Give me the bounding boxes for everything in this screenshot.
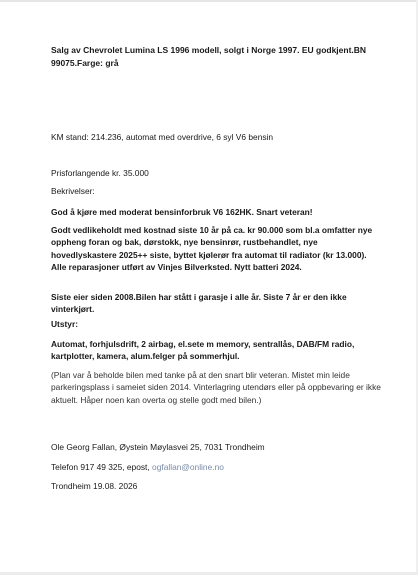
email-link[interactable]: ogfallan@online.no bbox=[152, 462, 224, 472]
contact-phone-line bbox=[51, 461, 381, 473]
equipment-label: Utstyr: bbox=[51, 319, 78, 329]
note-paragraph: (Plan var å beholde bilen med tanke på at den snart blir veteran. Mistet min leide parkeringsplass i sameiet siden 2014. Vinterlagring utendørs eller på oppbevaring er ikke aktuelt. Håper noen kan overta og stelle godt med bilen.) bbox=[51, 370, 381, 405]
mileage-line: KM stand: 214.236, automat med overdrive, 6 syl V6 bensin bbox=[51, 132, 274, 142]
equipment-list: Automat, forhjulsdrift, 2 airbag, el.sete m memory, sentrallås, DAB/FM radio, kartplotter, kamera, alum.felger på sommerhjul. bbox=[51, 339, 355, 362]
contact-address: Ole Georg Fallan, Øystein Møylasvei 25, 7031 Trondheim bbox=[51, 442, 265, 452]
description-label: Bekrivelser: bbox=[51, 186, 95, 196]
price-line: Prisforlangende kr. 35.000 bbox=[51, 168, 149, 178]
date-line: Trondheim 19.08. 2026 bbox=[51, 481, 138, 491]
scan-edge-top bbox=[0, 0, 418, 2]
description-paragraph-2: Godt vedlikeholdt med kostnad siste 10 år på ca. kr 90.000 som bl.a omfatter nye oppheng foran og bak, dørstokk, nye bensinrør, rustbehandlet, nye hovedlyskastere 2025++ siste, byttet kjølerør fra automat til radiator (kr 13.000). Alle reparasjoner utført av Vinjes Bilverksted. Nytt batteri 2024. bbox=[51, 225, 373, 273]
description-paragraph-1: God å kjøre med moderat bensinforbruk V6 162HK. Snart veteran! bbox=[51, 207, 313, 217]
description-paragraph-3: Siste eier siden 2008.Bilen har stått i garasje i alle år. Siste 7 år er den ikke vinterkjørt. bbox=[51, 292, 347, 315]
ad-title: Salg av Chevrolet Lumina LS 1996 modell, solgt i Norge 1997. EU godkjent.BN 99075.Farge: grå bbox=[51, 45, 367, 68]
phone-text: Telefon 917 49 325, epost, bbox=[51, 462, 153, 472]
